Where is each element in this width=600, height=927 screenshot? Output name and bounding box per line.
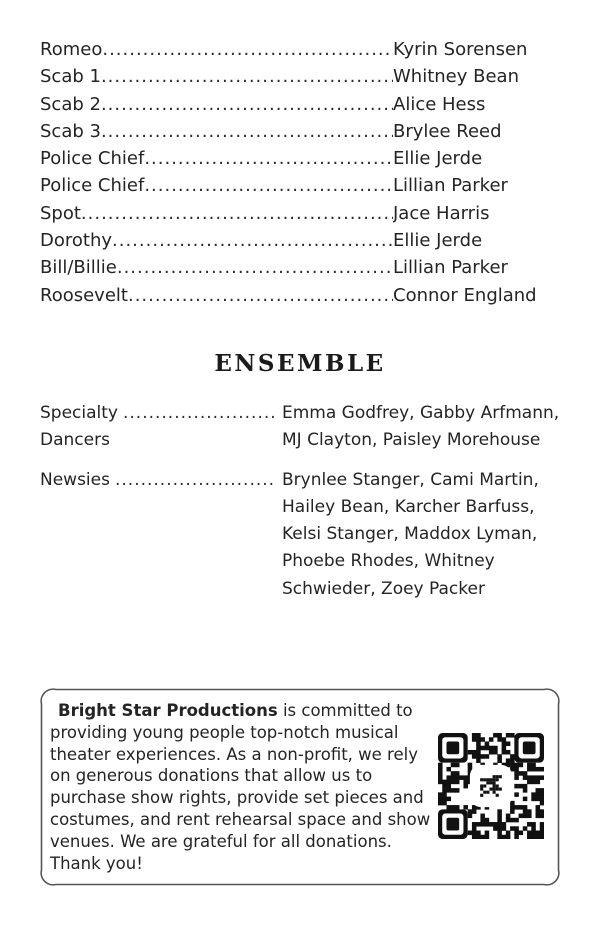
cast-row [40, 254, 560, 281]
cast-role: Bill/Billie [40, 257, 117, 279]
cast-row [40, 36, 560, 63]
ensemble-label-cell [40, 400, 282, 455]
cast-row [40, 227, 560, 254]
dot-leader [112, 227, 393, 254]
cast-role: Scab 3 [40, 120, 101, 142]
cast-actor: Ellie Jerde [393, 230, 483, 252]
cast-role: Romeo [40, 39, 103, 60]
ensemble-row [40, 400, 560, 455]
dot-leader [101, 63, 393, 90]
cast-row [40, 91, 560, 118]
dot-leader [102, 36, 393, 63]
dot-leader [101, 118, 393, 145]
cast-row [40, 200, 560, 227]
cast-actor: Kyrin Sorensen [393, 39, 528, 60]
cast-role: Spot [40, 202, 81, 224]
cast-role: Scab 2 [40, 93, 101, 115]
donation-box [40, 688, 560, 886]
org-name: Bright Star Productions [58, 701, 278, 720]
cast-row [40, 282, 560, 309]
cast-role: Dorothy [40, 230, 113, 252]
cast-row [40, 145, 560, 172]
ensemble-label-cell [40, 467, 282, 494]
dot-leader [144, 172, 393, 199]
dot-leader [123, 400, 276, 427]
ensemble-heading: ENSEMBLE [214, 350, 386, 377]
cast-actor: Lillian Parker [393, 175, 508, 197]
cast-actor: Alice Hess [393, 93, 486, 115]
dot-leader [117, 254, 393, 281]
dot-leader [101, 91, 393, 118]
cast-actor: Lillian Parker [393, 257, 508, 279]
cast-row [40, 118, 560, 145]
cast-list [40, 36, 560, 309]
ensemble-row [40, 467, 560, 603]
dot-leader [144, 145, 393, 172]
ensemble-names: Brynlee Stanger, Cami Martin, Hailey Bean, Karcher Barfuss, Kelsi Stanger, Maddox Lyman, Phoebe Rhodes, Whitney Schwieder, Zoey Packer [282, 469, 539, 599]
cast-actor: Whitney Bean [393, 66, 519, 88]
dot-leader [128, 282, 393, 309]
donation-text [50, 700, 438, 874]
ensemble-label: Specialty Dancers [40, 403, 118, 451]
cast-role: Police Chief [40, 148, 145, 170]
cast-actor: Jace Harris [393, 202, 490, 224]
cast-actor: Ellie Jerde [393, 148, 483, 170]
cast-role: Roosevelt [40, 284, 128, 306]
cast-row [40, 63, 560, 90]
cast-actor: Connor England [393, 284, 537, 306]
cast-role: Scab 1 [40, 66, 101, 88]
dot-leader [115, 467, 276, 494]
dot-leader [81, 200, 393, 227]
ensemble-list [40, 400, 560, 603]
ensemble-names: Emma Godfrey, Gabby Arfmann, MJ Clayton, Paisley Morehouse [282, 403, 560, 451]
cast-role: Police Chief [40, 175, 145, 197]
cast-row [40, 172, 560, 199]
cast-actor: Brylee Reed [393, 120, 502, 142]
qr-code [438, 733, 544, 839]
donation-message: is committed to providing young people top-notch musical theater experiences. As a non-profit, we rely on generous donations that allow us to purchase show rights, provide set pieces and costumes, and rent rehearsal space and show venues. We are grateful for all donations. Thank you! [50, 701, 431, 873]
ensemble-label: Newsies [40, 469, 110, 490]
